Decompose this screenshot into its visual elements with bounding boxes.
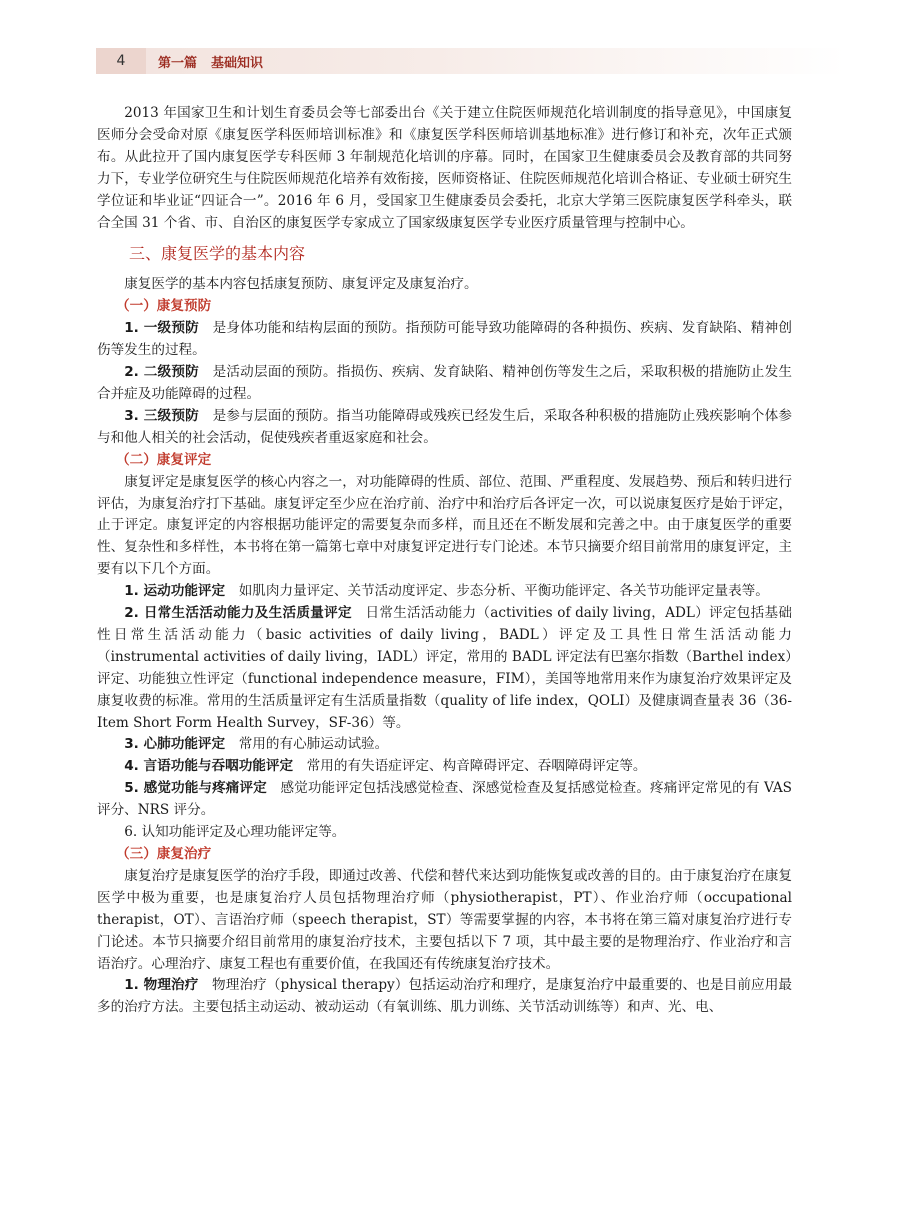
subsection-heading-prevention: （一）康复预防 bbox=[116, 298, 212, 315]
item-text: 是身体功能和结构层面的预防。指预防可能导致功能障碍的各种损伤、疾病、发育缺陷、精神创伤等发生的过程。 bbox=[97, 320, 793, 359]
item-text: 常用的有心肺运动试验。 bbox=[238, 736, 389, 753]
item-text: 如肌肉力量评定、关节活动度评定、步态分析、平衡功能评定、各关节功能评定量表等。 bbox=[238, 583, 769, 600]
subsection-heading-therapy: （三）康复治疗 bbox=[116, 846, 212, 862]
list-item bbox=[97, 756, 792, 778]
section-intro: 康复医学的基本内容包括康复预防、康复评定及康复治疗。 bbox=[124, 276, 478, 293]
part-title: 基础知识 bbox=[211, 55, 264, 71]
item-term: 3. 心肺功能评定 bbox=[124, 736, 226, 753]
list-item bbox=[97, 406, 792, 450]
item-term: 3. 三级预防 bbox=[124, 407, 199, 424]
list-item bbox=[97, 581, 792, 603]
running-title bbox=[158, 52, 263, 71]
intro-paragraph: 2013 年国家卫生和计划生育委员会等七部委出台《关于建立住院医师规范化培训制度的指导意见》，中国康复医师分会受命对原《康复医学科医师培训标准》和《康复医学科医师培训基地标准》进行修订和补充，次年正式颁布。从此拉开了国内康复医学专科医师 3 年制规范化培训的序幕。同时，在国家卫生健康委员会及教育部的共同努力下，专业学位研究生与住院医师规范化培养有效衔接，医师资格证、住院医师规范化培训合格证、专业硕士研究生学位证和毕业证“四证合一”。2016 年 6 月，受国家卫生健康委员会委托，北京大学第三医院康复医学科牵头，联合全国 31 个省、市、自治区的康复医学专家成立了国家级康复医学专业医疗质量管理与控制中心。 bbox=[97, 105, 792, 231]
list-item bbox=[97, 975, 792, 1019]
item-term: 2. 二级预防 bbox=[124, 364, 199, 381]
part-label: 第一篇 bbox=[158, 55, 198, 71]
item-text: 是参与层面的预防。指当功能障碍或残疾已经发生后，采取各种积极的措施防止残疾影响个体参与和他人相关的社会活动，促使残疾者重返家庭和社会。 bbox=[97, 407, 793, 446]
evaluation-intro: 康复评定是康复医学的核心内容之一，对功能障碍的性质、部位、范围、严重程度、发展趋势、预后和转归进行评估，为康复治疗打下基础。康复评定至少应在治疗前、治疗中和治疗后各评定一次，可以说康复医疗是始于评定，止于评定。康复评定的内容根据功能评定的需要复杂而多样，而且还在不断发展和完善之中。由于康复医学的重要性、复杂性和多样性，本书将在第一篇第七章中对康复评定进行专门论述。本节只摘要介绍目前常用的康复评定，主要有以下几个方面。 bbox=[97, 473, 792, 578]
item-term: 1. 物理治疗 bbox=[124, 977, 199, 994]
item-term: 4. 言语功能与吞咽功能评定 bbox=[124, 758, 294, 775]
list-item bbox=[97, 734, 792, 756]
list-item: 6. 认知功能评定及心理功能评定等。 bbox=[124, 824, 346, 841]
therapy-intro: 康复治疗是康复医学的治疗手段，即通过改善、代偿和替代来达到功能恢复或改善的目的。由于康复治疗在康复医学中极为重要，也是康复治疗人员包括物理治疗师（physiotherapist，PT）、作业治疗师（occupational therapist，OT）、言语治疗师（speech therapist，ST）等需要掌握的内容，本书将在第三篇对康复治疗进行专门论述。本节只摘要介绍目前常用的康复治疗技术，主要包括以下 7 项，其中最主要的是物理治疗、作业治疗和言语治疗。心理治疗、康复工程也有重要价值，在我国还有传统康复治疗技术。 bbox=[97, 867, 792, 972]
item-term: 5. 感觉功能与疼痛评定 bbox=[124, 780, 267, 797]
item-text: 常用的有失语症评定、构音障碍评定、吞咽障碍评定等。 bbox=[306, 758, 647, 775]
list-item bbox=[97, 362, 792, 406]
list-item bbox=[97, 603, 792, 734]
item-text: 是活动层面的预防。指损伤、疾病、发育缺陷、精神创伤等发生之后，采取积极的措施防止发生合并症及功能障碍的过程。 bbox=[97, 364, 793, 402]
list-item bbox=[97, 778, 792, 822]
subsection-heading-evaluation: （二）康复评定 bbox=[116, 451, 212, 468]
page-number: 4 bbox=[96, 48, 146, 74]
item-text: 物理治疗（physical therapy）包括运动治疗和理疗，是康复治疗中最重要的、也是目前应用最多的治疗方法。主要包括主动运动、被动运动（有氧训练、肌力训练、关节活动训练等）和声、光、电、 bbox=[97, 977, 793, 1016]
section-heading: 三、康复医学的基本内容 bbox=[129, 244, 306, 264]
item-term: 1. 运动功能评定 bbox=[124, 583, 226, 600]
item-term: 1. 一级预防 bbox=[124, 320, 199, 337]
item-text: 感觉功能评定包括浅感觉检查、深感觉检查及复括感觉检查。疼痛评定常见的有 VAS 评分、NRS 评分。 bbox=[97, 780, 792, 819]
item-text: 日常生活活动能力（activities of daily living，ADL）评定包括基础性日常生活活动能力（basic activities of daily living，BADL）评定及工具性日常生活活动能力（instrumental activities of daily living，IADL）评定，常用的 BADL 评定法有巴塞尔指数（Barthel index）评定、功能独立性评定（functional independence measure，FIM），美国等地常用来作为康复治疗效果评定及康复收费的标准。常用的生活质量评定有生活质量指数（quality of life index，QOLI）及健康调查量表 36（36-Item Short Form Health Survey，SF-36）等。 bbox=[97, 605, 792, 731]
list-item bbox=[97, 318, 792, 362]
page-header bbox=[96, 48, 846, 74]
item-term: 2. 日常生活活动能力及生活质量评定 bbox=[124, 605, 352, 622]
page-body bbox=[97, 103, 792, 1019]
